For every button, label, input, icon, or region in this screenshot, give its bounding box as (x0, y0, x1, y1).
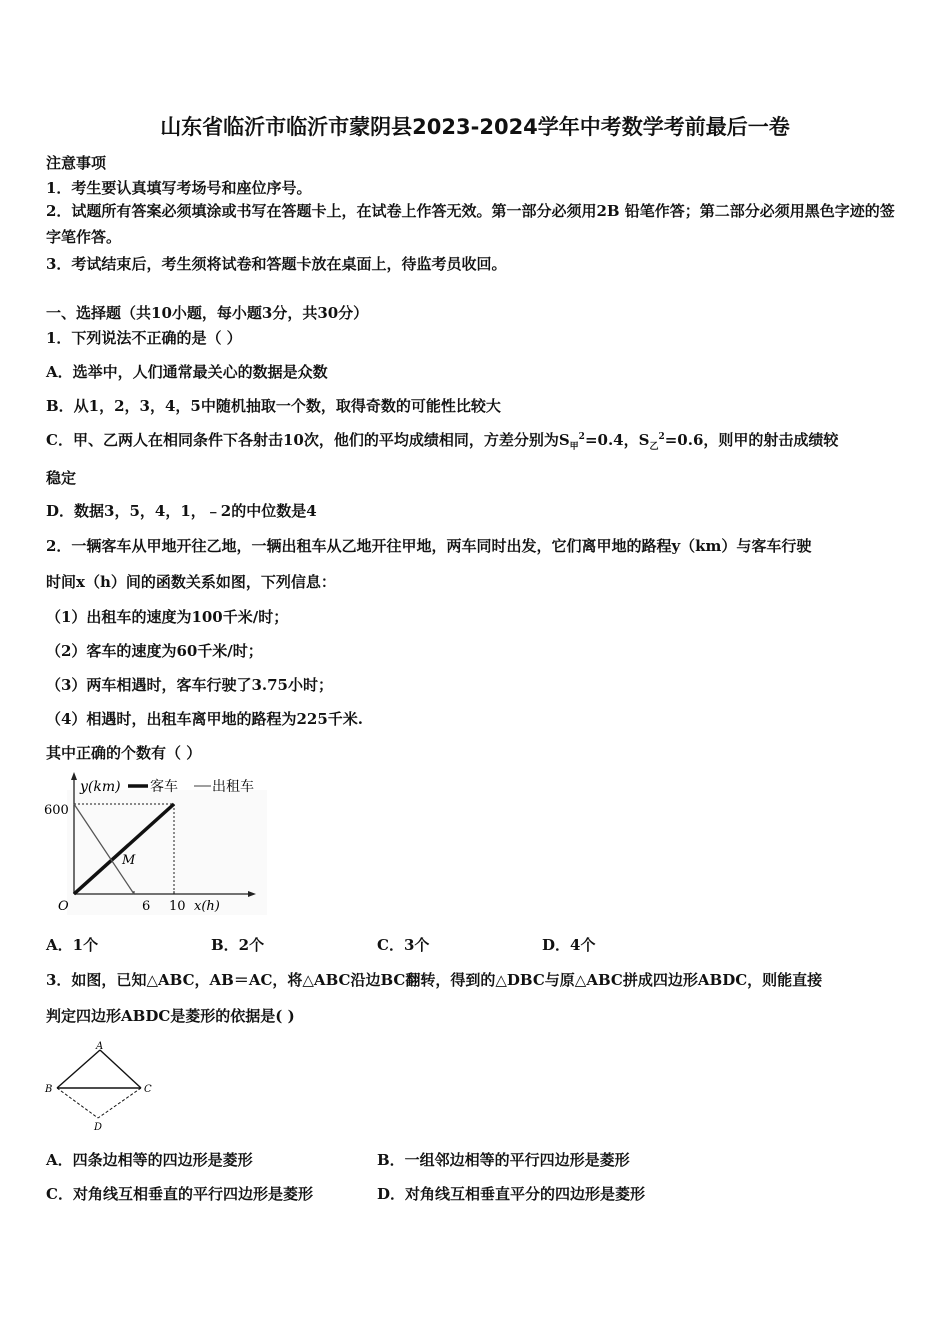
q1-c-mid: =0.4，S (584, 431, 650, 449)
q2-stem-line1: 2．一辆客车从甲地开往乙地，一辆出租车从乙地开往甲地，两车同时出发，它们离甲地的路程y（km）与客车行驶 (46, 537, 812, 555)
q2-info-2: （2）客车的速度为60千米/时； (46, 642, 263, 660)
y-axis-label: y(km) (80, 779, 121, 795)
q1-option-c (46, 429, 838, 452)
q1-option-b: B．从1，2，3，4，5中随机抽取一个数，取得奇数的可能性比较大 (46, 397, 501, 415)
q1-c-sub1: 甲 (569, 442, 579, 452)
y-tick-600: 600 (44, 803, 69, 818)
edge-cd (98, 1088, 141, 1118)
distance-time-graph (42, 770, 272, 920)
vertex-d-label: D (94, 1122, 103, 1133)
q3-option-b: B．一组邻边相等的平行四边形是菱形 (377, 1151, 630, 1169)
q1-c-sub2: 乙 (649, 442, 659, 452)
legend-taxi-label: 出租车 (212, 779, 254, 795)
q2-question: 其中正确的个数有（ ） (46, 744, 202, 762)
q2-info-4: （4）相遇时，出租车离甲地的路程为225千米. (46, 710, 363, 728)
q1-c-sup1: 2 (578, 432, 585, 442)
q2-option-a: A．1个 (46, 936, 99, 954)
legend-bus-label: 客车 (150, 779, 178, 795)
edge-bd (57, 1088, 98, 1118)
q2-info-1: （1）出租车的速度为100千米/时； (46, 608, 289, 626)
q3-stem-line2: 判定四边形ABDC是菱形的依据是( ) (46, 1007, 295, 1025)
y-axis-arrow (71, 772, 77, 780)
q2-option-c: C．3个 (377, 936, 430, 954)
vertex-b-label: B (45, 1084, 53, 1095)
origin-label: O (58, 899, 69, 914)
q3-option-a: A．四条边相等的四边形是菱形 (46, 1151, 253, 1169)
edge-ab (57, 1050, 100, 1088)
q1-c-pre: C．甲、乙两人在相同条件下各射击10次，他们的平均成绩相同，方差分别为S (46, 431, 570, 449)
q1-c-post: =0.6，则甲的射击成绩较 (664, 431, 839, 449)
q1-option-a: A．选举中，人们通常最关心的数据是众数 (46, 363, 328, 381)
edge-ac (100, 1050, 141, 1088)
vertex-a-label: A (96, 1041, 104, 1052)
rhombus-figure (40, 1038, 165, 1133)
q2-option-b: B．2个 (211, 936, 265, 954)
notice-heading: 注意事项 (46, 154, 107, 172)
q3-stem-line1: 3．如图，已知△ABC，AB＝AC，将△ABC沿边BC翻转，得到的△DBC与原△ABC拼成四边形ABDC，则能直接 (46, 971, 823, 989)
x-axis-label: x(h) (194, 899, 220, 914)
notice-item-1: 1．考生要认真填写考场号和座位序号。 (46, 179, 312, 197)
vertex-c-label: C (144, 1084, 152, 1095)
page-title: 山东省临沂市临沂市蒙阴县2023-2024学年中考数学考前最后一卷 (160, 115, 790, 139)
q2-stem-line2: 时间x（h）间的函数关系如图，下列信息： (46, 573, 336, 591)
q2-option-d: D．4个 (542, 936, 596, 954)
x-tick-6: 6 (142, 899, 151, 914)
q1-stem: 1．下列说法不正确的是（ ） (46, 329, 242, 347)
notice-item-2: 2．试题所有答案必须填涂或书写在答题卡上，在试卷上作答无效。第一部分必须用2B 铅笔作答；第二部分必须用黑色字迹的签字笔作答。 (46, 202, 895, 246)
q1-option-c-cont: 稳定 (46, 469, 77, 487)
x-tick-10: 10 (169, 899, 186, 914)
q3-option-d: D．对角线互相垂直平分的四边形是菱形 (377, 1185, 646, 1203)
q1-option-d: D．数据3，5，4，1，﹣2的中位数是4 (46, 502, 317, 520)
q3-option-c: C．对角线互相垂直的平行四边形是菱形 (46, 1185, 313, 1203)
notice-item-3: 3．考试结束后，考生须将试卷和答题卡放在桌面上，待监考员收回。 (46, 255, 507, 273)
q2-info-3: （3）两车相遇时，客车行驶了3.75小时； (46, 676, 333, 694)
q1-c-sup2: 2 (658, 432, 665, 442)
section-heading: 一、选择题（共10小题，每小题3分，共30分） (46, 304, 369, 322)
meeting-point-label: M (122, 853, 136, 868)
